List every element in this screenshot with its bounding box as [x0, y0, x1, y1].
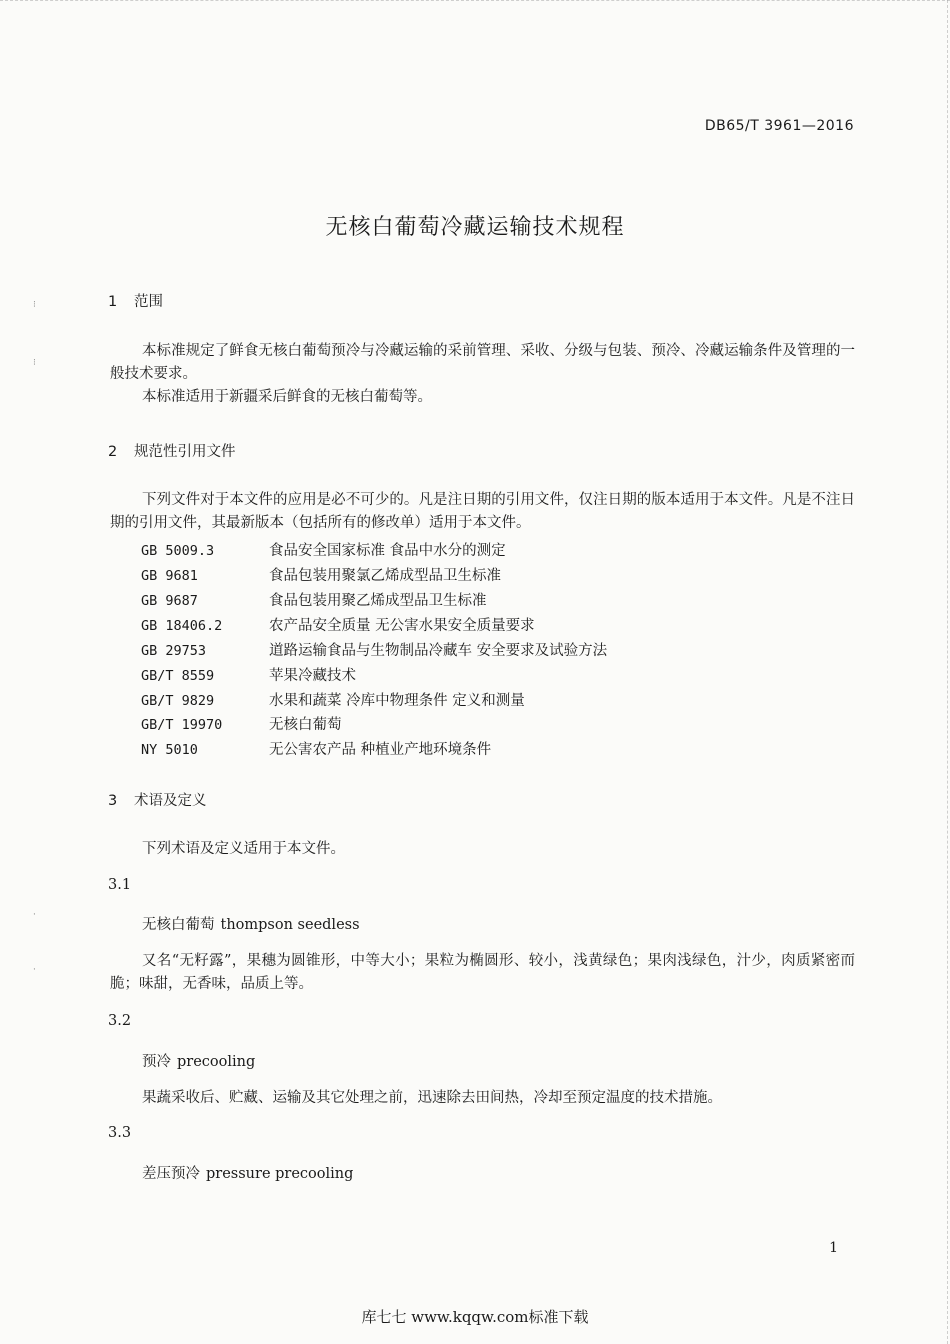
reference-item	[141, 589, 487, 610]
term-heading	[142, 913, 360, 934]
term-zh: 无核白葡萄	[142, 917, 215, 933]
reference-item	[141, 689, 525, 710]
scan-mark: ⁝	[33, 358, 36, 368]
reference-name: 道路运输食品与生物制品冷藏车 安全要求及试验方法	[269, 643, 608, 659]
reference-item	[141, 614, 535, 635]
reference-code: GB/T 8559	[141, 668, 215, 684]
reference-name: 苹果冷藏技术	[269, 668, 356, 684]
term-en: pressure precooling	[206, 1166, 354, 1182]
section-3-heading	[108, 789, 207, 810]
reference-code: GB 29753	[141, 643, 207, 659]
reference-name: 农产品安全质量 无公害水果安全质量要求	[269, 618, 535, 634]
reference-code: NY 5010	[141, 742, 198, 758]
standard-code: DB65/T 3961—2016	[704, 118, 854, 134]
section-1-heading	[108, 290, 163, 311]
section-2-intro: 下列文件对于本文件的应用是必不可少的。凡是注日期的引用文件，仅注日期的版本适用于本文件。凡是不注日期的引用文件，其最新版本（包括所有的修改单）适用于本文件。	[110, 492, 855, 531]
reference-code: GB 9681	[141, 568, 198, 584]
scan-edge-right	[945, 0, 948, 1344]
term-heading	[142, 1162, 353, 1183]
section-number: 2	[108, 444, 118, 460]
reference-item	[141, 639, 607, 660]
clause-number: 3.1	[108, 877, 132, 893]
reference-item	[141, 564, 501, 585]
term-en: thompson seedless	[220, 917, 360, 933]
reference-name: 无核白葡萄	[269, 717, 342, 733]
scan-mark: ·	[33, 910, 36, 920]
term-heading	[142, 1050, 255, 1071]
scan-edge-top	[0, 0, 950, 9]
reference-name: 无公害农产品 种植业产地环境条件	[269, 742, 492, 758]
reference-item	[141, 664, 356, 685]
reference-item	[141, 539, 506, 560]
paragraph: 本标准规定了鲜食无核白葡萄预冷与冷藏运输的采前管理、采收、分级与包装、预冷、冷藏运输条件及管理的一般技术要求。	[110, 343, 855, 382]
page-number: 1	[829, 1240, 838, 1256]
clause-number: 3.3	[108, 1125, 132, 1141]
footer-watermark: 库七七 www.kqqw.com标准下载	[361, 1308, 589, 1326]
section-1-body	[110, 340, 855, 409]
section-number: 1	[108, 294, 118, 310]
reference-code: GB 18406.2	[141, 618, 223, 634]
reference-code: GB/T 19970	[141, 717, 223, 733]
section-title: 术语及定义	[134, 793, 207, 809]
paragraph: 本标准适用于新疆采后鲜食的无核白葡萄等。	[142, 389, 432, 405]
term-definition: 又名“无籽露”，果穗为圆锥形，中等大小；果粒为椭圆形、较小，浅黄绿色；果肉浅绿色，汁少，肉质紧密而脆；味甜，无香味，品质上等。	[110, 953, 855, 992]
term-zh: 预冷	[142, 1054, 171, 1070]
document-title: 无核白葡萄冷藏运输技术规程	[325, 215, 625, 240]
reference-item	[141, 713, 342, 734]
clause-number: 3.2	[108, 1013, 132, 1029]
term-definition: 果蔬采收后、贮藏、运输及其它处理之前，迅速除去田间热，冷却至预定温度的技术措施。	[142, 1090, 722, 1106]
reference-item	[141, 738, 491, 759]
reference-code: GB 5009.3	[141, 543, 215, 559]
scan-mark: ·	[33, 965, 36, 975]
scan-mark: ⁝	[33, 300, 36, 310]
reference-name: 食品包装用聚氯乙烯成型品卫生标准	[269, 568, 501, 584]
section-number: 3	[108, 793, 118, 809]
reference-code: GB 9687	[141, 593, 198, 609]
section-title: 规范性引用文件	[134, 444, 236, 460]
reference-code: GB/T 9829	[141, 693, 215, 709]
section-2-heading	[108, 440, 236, 461]
reference-name: 食品包装用聚乙烯成型品卫生标准	[269, 593, 487, 609]
term-en: precooling	[177, 1054, 256, 1070]
reference-name: 食品安全国家标准 食品中水分的测定	[269, 543, 506, 559]
section-title: 范围	[134, 294, 163, 310]
term-zh: 差压预冷	[142, 1166, 200, 1182]
section-3-intro: 下列术语及定义适用于本文件。	[142, 841, 345, 857]
reference-name: 水果和蔬菜 冷库中物理条件 定义和测量	[269, 693, 525, 709]
